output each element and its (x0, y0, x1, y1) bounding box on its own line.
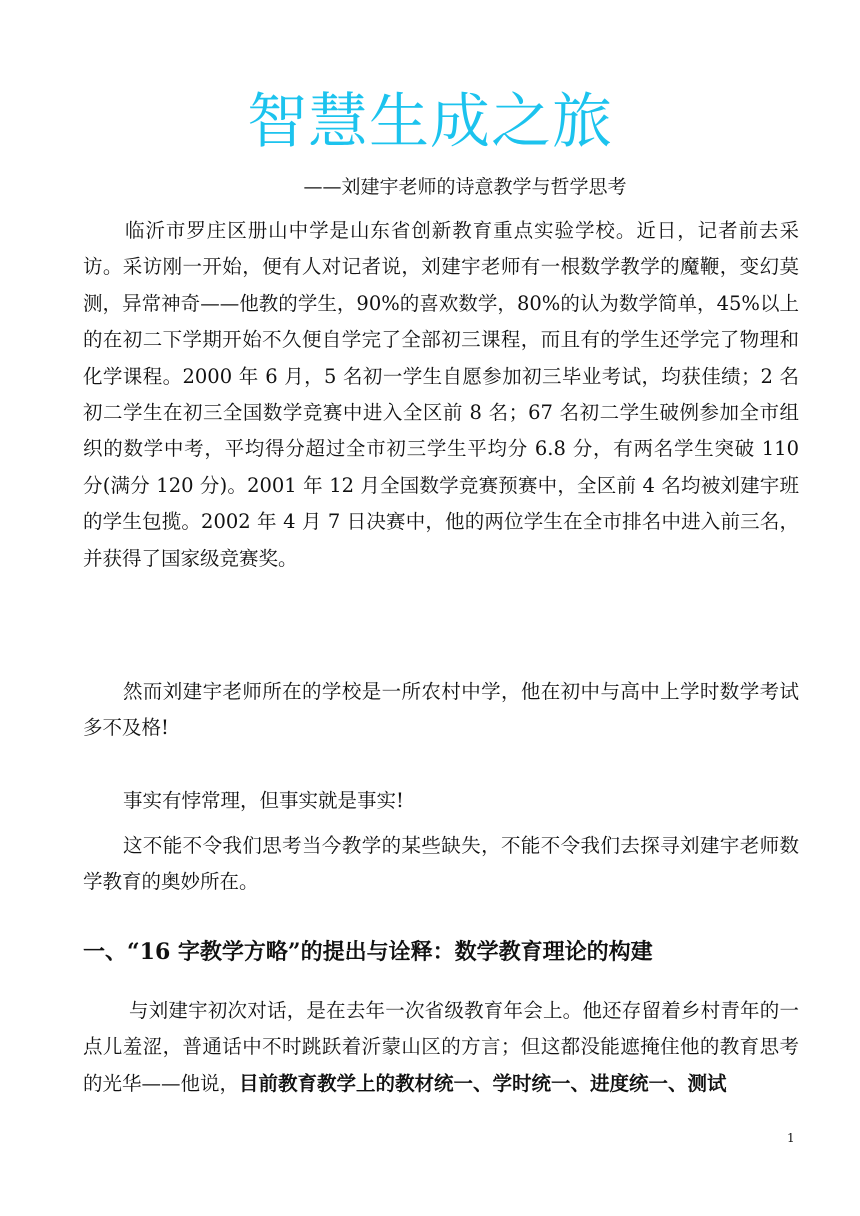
paragraph-intro: 临沂市罗庄区册山中学是山东省创新教育重点实验学校。近日，记者前去采访。采访刚一开始，便有人对记者说，刘建宇老师有一根数学教学的魔鞭，变幻莫测，异常神奇——他教的学生，90%的喜欢数学，80%的认为数学简单，45%以上的在初二下学期开始不久便自学完了全部初三课程，而且有的学生还学完了物理和化学课程。2000 年 6 月，5 名初一学生自愿参加初三毕业考试，均获佳绩；2 名初二学生在初三全国数学竞赛中进入全区前 8 名；67 名初二学生破例参加全市组织的数学中考，平均得分超过全市初三学生平均分 6.8 分，有两名学生突破 110 分(满分 120 分)。2001 年 12 月全国数学竞赛预赛中，全区前 4 名均被刘建宇班的学生包揽。2002 年 4 月 7 日决赛中，他的两位学生在全市排名中进入前三名，并获得了国家级竞赛奖。 (83, 219, 799, 570)
paragraph-reflection: 这不能不令我们思考当今教学的某些缺失，不能不令我们去探寻刘建宇老师数学教育的奥妙所在。 (83, 834, 799, 894)
paragraph-facts: 事实有悖常理，但事实就是事实! (123, 789, 404, 812)
section-heading: 一、“16 字教学方略”的提出与诠释：数学教育理论的构建 (83, 939, 653, 965)
document-title: 智慧生成之旅 (247, 87, 613, 157)
document-subtitle: ——刘建宇老师的诗意教学与哲学思考 (303, 176, 627, 198)
paragraph-section-one-text: 与刘建宇初次对话，是在去年一次省级教育年会上。他还存留着乡村青年的一点儿羞涩，普通话中不时跳跃着沂蒙山区的方言；但这都没能遮掩住他的教育思考的光华——他说， (83, 999, 799, 1095)
paragraph-rural-school: 然而刘建宇老师所在的学校是一所农村中学，他在初中与高中上学时数学考试多不及格! (83, 680, 799, 740)
page-number: 1 (787, 1131, 795, 1145)
paragraph-section-one (83, 993, 799, 1109)
paragraph-section-one-bold: 目前教育教学上的教材统一、学时统一、进度统一、测试 (239, 1071, 727, 1095)
